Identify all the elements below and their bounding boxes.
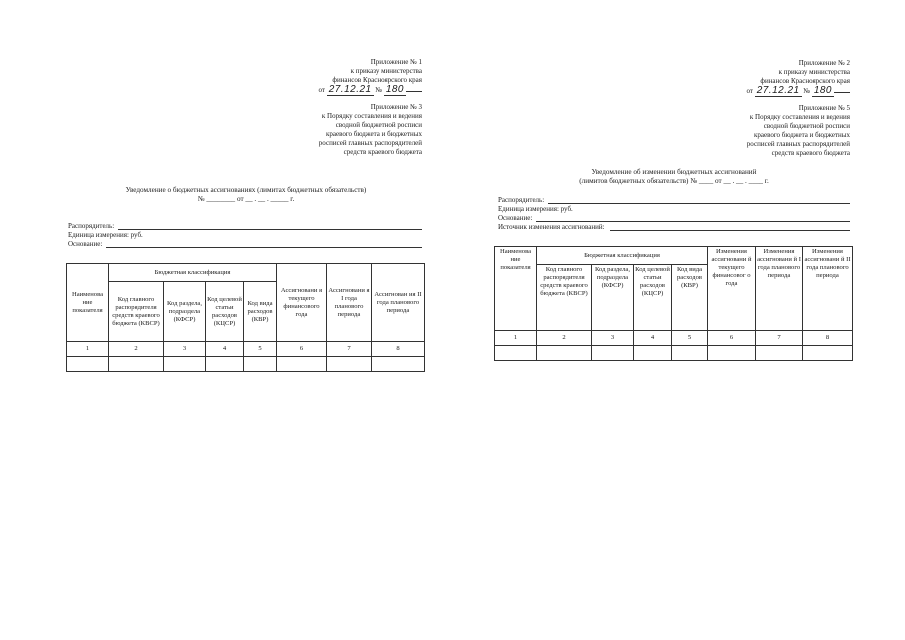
appendix-number: Приложение № 2 — [798, 59, 850, 67]
document-page-appendix-1 — [62, 0, 430, 640]
field-basis — [68, 240, 422, 249]
appendix-header — [746, 59, 850, 96]
header-kvr: Код вида расходов (КВР) — [244, 282, 277, 342]
col-number: 4 — [206, 342, 244, 357]
appendix-ministry: финансов Красноярского края — [760, 77, 850, 85]
appendix-ministry: финансов Красноярского края — [332, 76, 422, 84]
handwritten-date: 27.12.21 — [328, 84, 372, 95]
appendix2-number: Приложение № 5 — [798, 104, 850, 112]
col-number: 2 — [109, 342, 164, 357]
field-unit-label: Единица измерения: руб. — [68, 231, 143, 239]
col-number: 7 — [327, 342, 372, 357]
budget-table — [66, 263, 425, 372]
header-kvsr: Код главного распорядителя средств краевого бюджета (КВСР) — [537, 265, 592, 331]
header-col-8: Изменения ассигновани й II года планового периода — [803, 247, 853, 331]
date-prefix: от — [318, 86, 325, 94]
field-unit — [498, 205, 573, 214]
appendix-number: Приложение № 1 — [370, 58, 422, 66]
field-distributor-label: Распорядитель: — [68, 222, 115, 230]
header-kcsr: Код целевой статьи расходов (КЦСР) — [634, 265, 672, 331]
field-distributor — [498, 196, 850, 205]
appendix-header — [318, 58, 422, 95]
appendix2-line2: к Порядку составления и ведения — [321, 112, 422, 120]
col-number: 8 — [803, 331, 853, 346]
table-row-empty — [495, 346, 853, 361]
header-budget-classification: Бюджетная классификация — [537, 247, 708, 265]
budget-table — [494, 246, 853, 361]
number-label: № — [803, 87, 811, 95]
col-number: 2 — [537, 331, 592, 346]
appendix-date-line — [318, 85, 422, 95]
col-number: 5 — [672, 331, 708, 346]
table-row-empty — [67, 357, 425, 372]
appendix2-header — [747, 104, 850, 158]
field-unit — [68, 231, 143, 240]
appendix-order-ref: к приказу министерства — [350, 67, 422, 75]
col-number: 1 — [67, 342, 109, 357]
title-line-2: (лимитов бюджетных обязательств) № ____ от __ . __ . ____ г. — [579, 177, 769, 185]
col-number: 3 — [592, 331, 634, 346]
header-col-6: Ассигновани я текущего финансового года — [277, 264, 327, 342]
header-name: Наименова ние показателя — [495, 247, 537, 331]
field-unit-label: Единица измерения: руб. — [498, 205, 573, 213]
header-kcsr: Код целевой статьи расходов (КЦСР) — [206, 282, 244, 342]
appendix2-number: Приложение № 3 — [370, 103, 422, 111]
handwritten-number: 180 — [813, 85, 832, 96]
document-title — [490, 168, 858, 186]
date-prefix: от — [746, 87, 753, 95]
header-col-6: Изменения ассигновани й текущего финансовог о года — [708, 247, 756, 331]
appendix2-line6: средств краевого бюджета — [771, 149, 850, 157]
header-col-8: Ассигнован ия II года планового периода — [372, 264, 425, 342]
handwritten-number: 180 — [385, 84, 404, 95]
document-title — [62, 186, 430, 204]
col-number: 1 — [495, 331, 537, 346]
appendix-order-ref: к приказу министерства — [778, 68, 850, 76]
col-number: 6 — [708, 331, 756, 346]
header-kvsr: Код главного распорядителя средств краевого бюджета (КВСР) — [109, 282, 164, 342]
header-col-7: Ассигновани я I года планового периода — [327, 264, 372, 342]
col-number: 3 — [164, 342, 206, 357]
document-page-appendix-2 — [490, 0, 858, 640]
col-number: 8 — [372, 342, 425, 357]
header-kvr: Код вида расходов (КВР) — [672, 265, 708, 331]
field-change-source — [498, 223, 850, 232]
appendix2-line4: краевого бюджета и бюджетных — [753, 131, 850, 139]
appendix2-line3: сводной бюджетной росписи — [763, 122, 850, 130]
field-distributor — [68, 222, 422, 231]
header-kfsr: Код раздела, подраздела (КФСР) — [164, 282, 206, 342]
appendix2-line5: росписей главных распорядителей — [746, 140, 850, 148]
title-line-2: № ________ от __ . __ . _____ г. — [197, 195, 295, 203]
appendix2-line3: сводной бюджетной росписи — [335, 121, 422, 129]
field-basis-label: Основание: — [68, 240, 103, 248]
appendix2-line5: росписей главных распорядителей — [318, 139, 422, 147]
field-change-source-label: Источник изменения ассигнований: — [498, 223, 605, 231]
appendix2-line2: к Порядку составления и ведения — [749, 113, 850, 121]
handwritten-date: 27.12.21 — [756, 85, 800, 96]
header-kfsr: Код раздела, подраздела (КФСР) — [592, 265, 634, 331]
field-distributor-label: Распорядитель: — [498, 196, 545, 204]
title-line-1: Уведомление об изменении бюджетных ассигнований — [591, 168, 757, 176]
appendix2-header — [319, 103, 422, 157]
col-number: 4 — [634, 331, 672, 346]
header-budget-classification: Бюджетная классификация — [109, 264, 277, 282]
appendix2-line4: краевого бюджета и бюджетных — [325, 130, 422, 138]
col-number: 6 — [277, 342, 327, 357]
title-line-1: Уведомление о бюджетных ассигнованиях (лимитах бюджетных обязательств) — [125, 186, 367, 194]
col-number: 5 — [244, 342, 277, 357]
col-number: 7 — [756, 331, 803, 346]
number-label: № — [375, 86, 383, 94]
header-name: Наименова ние показателя — [67, 264, 109, 342]
field-basis — [498, 214, 850, 223]
appendix2-line6: средств краевого бюджета — [343, 148, 422, 156]
header-col-7: Изменения ассигновани й I года планового периода — [756, 247, 803, 331]
field-basis-label: Основание: — [498, 214, 533, 222]
appendix-date-line — [746, 86, 850, 96]
